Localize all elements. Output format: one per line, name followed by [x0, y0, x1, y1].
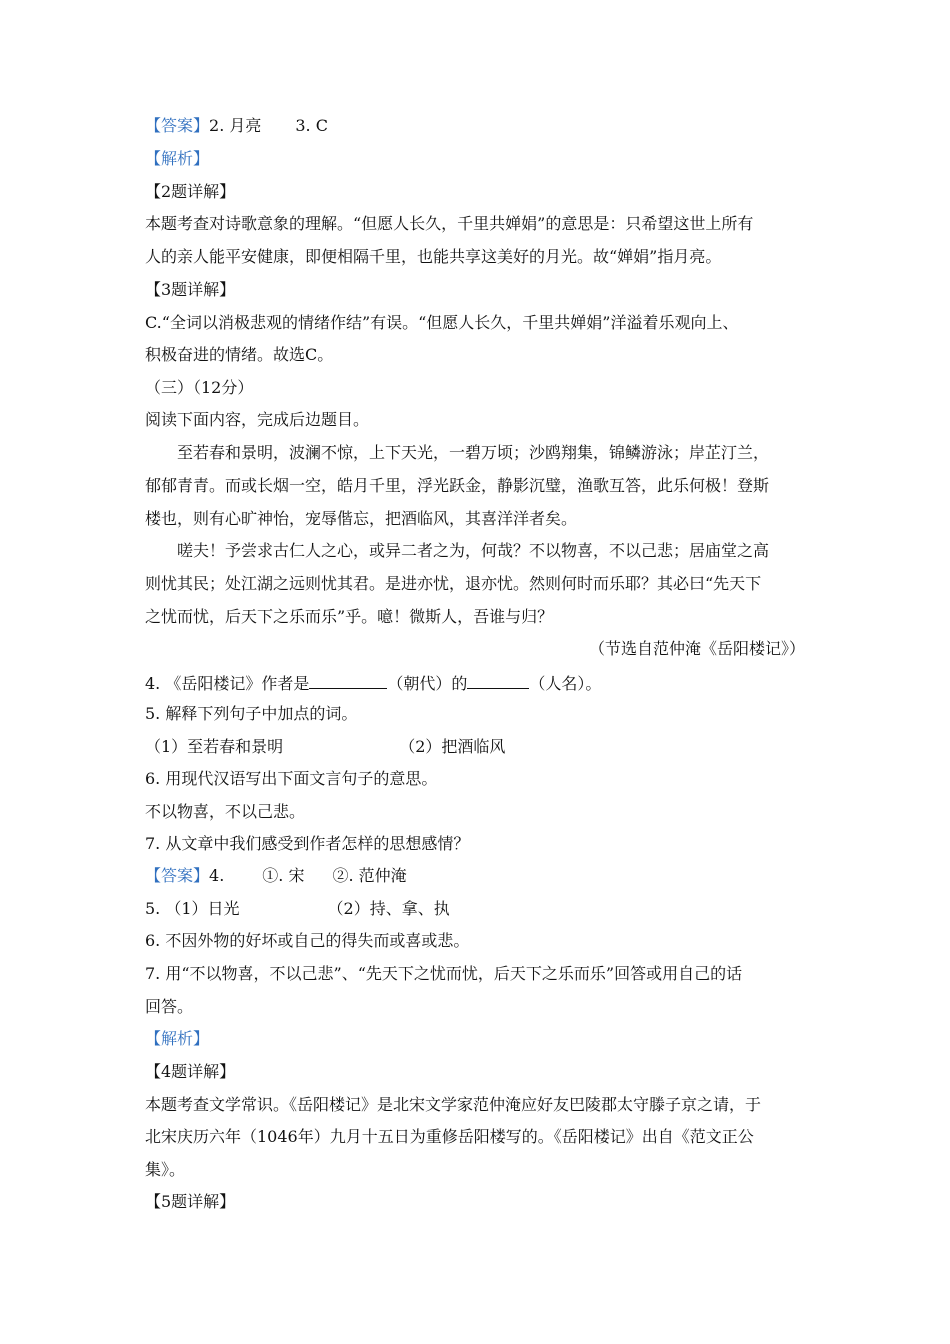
detail-3-line: C.“全词以消极悲观的情绪作结”有误。“但愿人长久，千里共婵娟”洋溢着乐观向上、 — [145, 313, 739, 332]
question-5-item-2: （2）把酒临风 — [399, 737, 506, 756]
answer-4-num: 4. — [209, 866, 225, 885]
passage-line: 嗟夫！予尝求古仁人之心，或异二者之为，何哉？不以物喜，不以己悲；居庙堂之高 — [177, 541, 770, 560]
detail-2-line: 人的亲人能平安健康，即便相隔千里，也能共享这美好的月光。故“婵娟”指月亮。 — [145, 247, 722, 266]
passage-line: 则忧其民；处江湖之远则忧其君。是进亦忧，退亦忧。然则何时而乐耶？其必曰“先天下 — [145, 574, 762, 593]
analysis-tag: 【解析】 — [145, 149, 210, 168]
detail-3-heading: 【3题详解】 — [145, 280, 236, 299]
question-7: 7. 从文章中我们感受到作者怎样的思想感情？ — [145, 834, 470, 853]
section-heading: （三）（12分） — [145, 378, 254, 397]
answer-7-line: 回答。 — [145, 997, 194, 1016]
answer-4-1: ①. 宋 — [262, 866, 305, 885]
answer-tag: 【答案】 — [145, 866, 210, 885]
answer-line-1 — [145, 116, 328, 136]
question-5-item-1: （1）至若春和景明 — [145, 737, 284, 756]
name-blank[interactable] — [467, 672, 529, 689]
detail-2-heading: 【2题详解】 — [145, 182, 236, 201]
question-6: 6. 用现代汉语写出下面文言句子的意思。 — [145, 769, 438, 788]
question-4-text: （朝代）的 — [387, 674, 468, 693]
question-4 — [145, 672, 601, 694]
passage-line: 至若春和景明，波澜不惊，上下天光，一碧万顷；沙鸥翔集，锦鳞游泳；岸芷汀兰， — [177, 443, 770, 462]
answer-5-2: （2）持、拿、执 — [327, 899, 450, 918]
answer-q3: 3. C — [295, 116, 328, 135]
question-5: 5. 解释下列句子中加点的词。 — [145, 704, 358, 723]
answer-tag: 【答案】 — [145, 116, 210, 135]
detail-4-line: 集》。 — [145, 1160, 186, 1179]
detail-2-line: 本题考查对诗歌意象的理解。“但愿人长久，千里共婵娟”的意思是：只希望这世上所有 — [145, 214, 754, 233]
dynasty-blank[interactable] — [309, 672, 387, 689]
section-instruction: 阅读下面内容，完成后边题目。 — [145, 410, 370, 429]
detail-4-heading: 【4题详解】 — [145, 1062, 236, 1081]
detail-4-line: 北宋庆历六年（1046年）九月十五日为重修岳阳楼写的。《岳阳楼记》出自《范文正公 — [145, 1127, 754, 1146]
passage-source: （节选自范仲淹《岳阳楼记》） — [588, 639, 805, 658]
answer-6: 6. 不因外物的好坏或自己的得失而或喜或悲。 — [145, 931, 470, 950]
answer-4-2: ②. 范仲淹 — [332, 866, 407, 885]
answer-5 — [145, 899, 450, 919]
question-4-text: （人名）。 — [529, 674, 602, 693]
answer-5-1: 5. （1）日光 — [145, 899, 240, 918]
passage-line: 楼也，则有心旷神怡，宠辱偕忘，把酒临风，其喜洋洋者矣。 — [145, 509, 578, 528]
answer-7-line: 7. 用“不以物喜，不以己悲”、“先天下之忧而忧，后天下之乐而乐”回答或用自己的话 — [145, 964, 743, 983]
question-5-items — [145, 737, 505, 757]
detail-4-line: 本题考查文学常识。《岳阳楼记》是北宋文学家范仲淹应好友巴陵郡太守滕子京之请，于 — [145, 1095, 762, 1114]
answer-line-2 — [145, 866, 407, 886]
answer-q2: 2. 月亮 — [209, 116, 262, 135]
passage-line: 之忧而忧，后天下之乐而乐”乎。噫！微斯人，吾谁与归？ — [145, 607, 554, 626]
question-4-text: 4. 《岳阳楼记》作者是 — [145, 674, 310, 693]
detail-3-line: 积极奋进的情绪。故选C。 — [145, 345, 334, 364]
analysis-tag: 【解析】 — [145, 1029, 210, 1048]
question-6-sentence: 不以物喜，不以己悲。 — [145, 802, 306, 821]
passage-line: 郁郁青青。而或长烟一空，皓月千里，浮光跃金，静影沉璧，渔歌互答，此乐何极！登斯 — [145, 476, 770, 495]
detail-5-heading: 【5题详解】 — [145, 1192, 236, 1211]
